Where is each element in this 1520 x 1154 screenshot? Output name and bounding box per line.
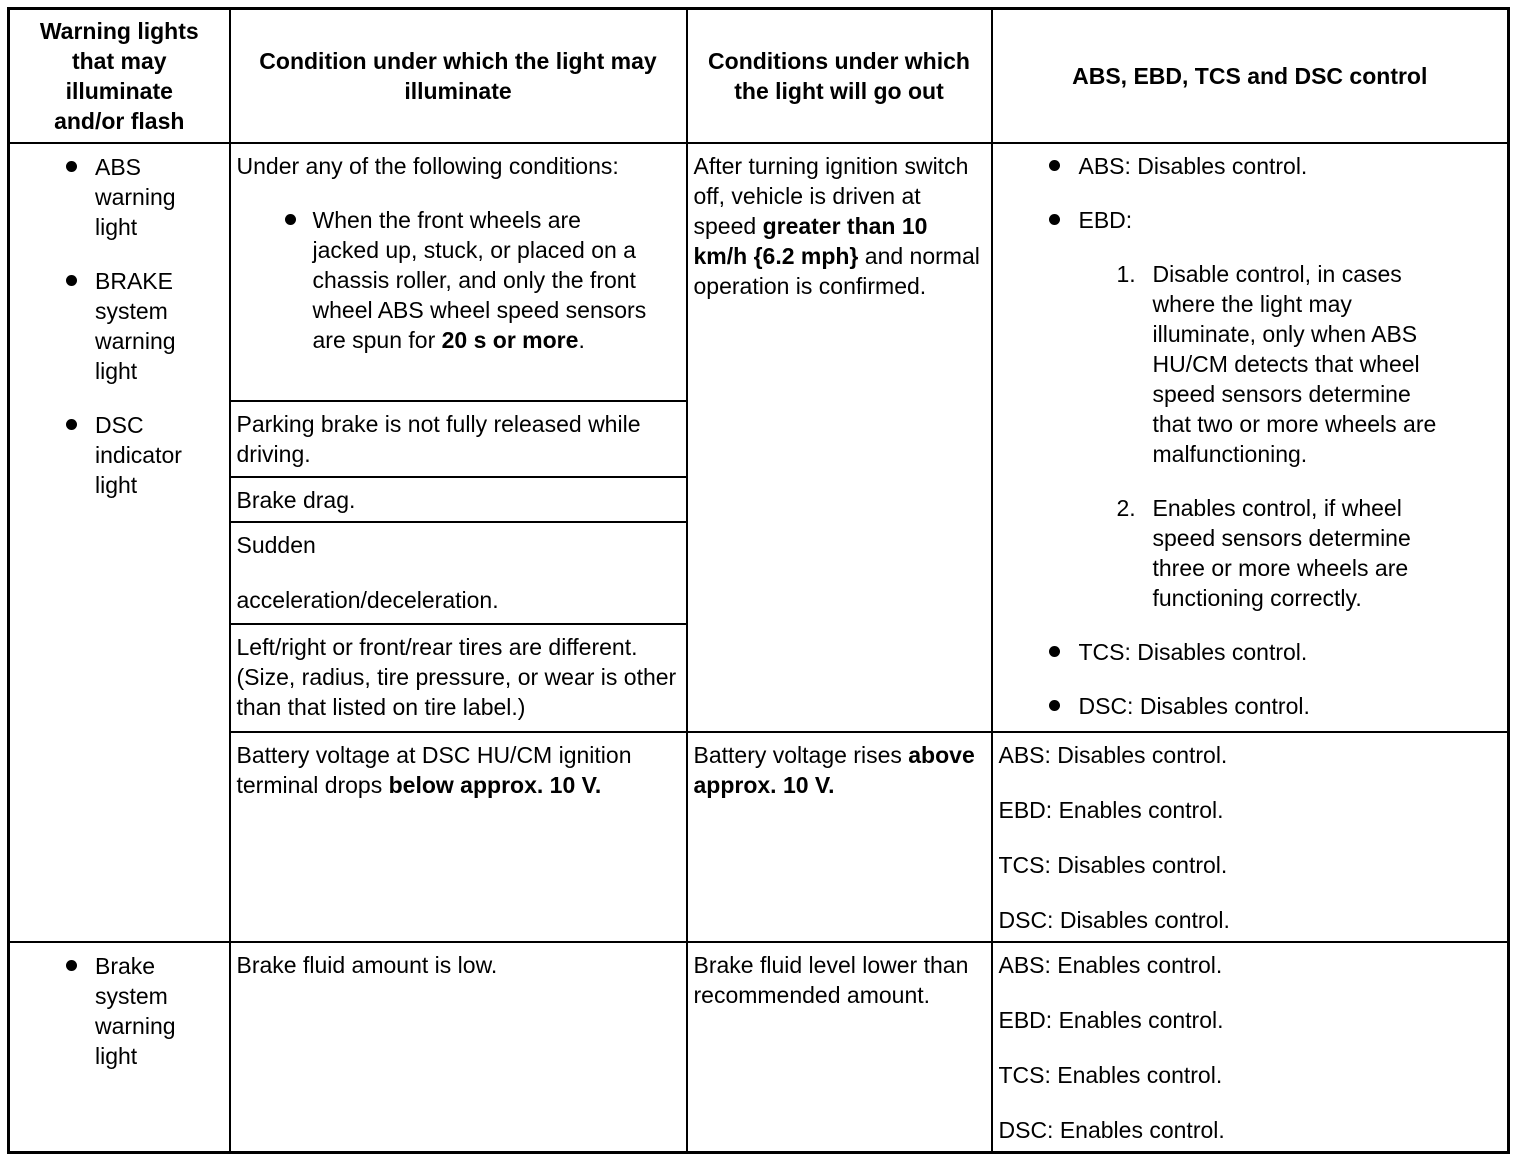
control-item: EBD: [999, 205, 1502, 235]
condition-cell: Battery voltage at DSC HU/CM ignition terminal drops below approx. 10 V. [230, 732, 687, 942]
table-row [9, 732, 1509, 942]
control-cell [992, 732, 1509, 942]
ebd-step-2: 2. Enables control, if wheel speed sensors determine three or more wheels are functioning correctly. [1116, 495, 1411, 611]
control-item: TCS: Enables control. [998, 1062, 1223, 1088]
control-item: ABS: Disables control. [999, 151, 1502, 181]
condition-off-cell: After turning ignition switch off, vehicle is driven at speed greater than 10 km/h {6.2 mph} and normal operation is confirmed. [687, 143, 992, 732]
condition-cell [230, 522, 687, 624]
condition-cell: Brake fluid amount is low. [230, 942, 687, 1153]
light-item: DSC indicator light [16, 410, 223, 500]
condition-off-cell: Battery voltage rises above approx. 10 V. [687, 732, 992, 942]
header-lights: Warning lights that may illuminate and/or flash [9, 9, 230, 144]
table-row [9, 942, 1509, 1153]
light-item: BRAKE system warning light [16, 266, 223, 386]
control-item: DSC: Disables control. [999, 691, 1502, 721]
condition-cell: Parking brake is not fully released while driving. [230, 401, 687, 477]
header-row [9, 9, 1509, 144]
condition-text: Sudden [236, 532, 316, 558]
condition-text: acceleration/deceleration. [236, 587, 499, 613]
control-item: TCS: Disables control. [998, 852, 1228, 878]
control-item: DSC: Enables control. [998, 1117, 1225, 1143]
control-cell [992, 942, 1509, 1153]
control-item: ABS: Disables control. [998, 742, 1228, 768]
table-row [9, 143, 1509, 401]
control-item: EBD: Enables control. [998, 1007, 1224, 1033]
lights-cell-group2 [9, 942, 230, 1153]
warning-light-table [7, 7, 1510, 1154]
header-control: ABS, EBD, TCS and DSC control [992, 9, 1509, 144]
control-item: ABS: Enables control. [998, 952, 1223, 978]
condition-cell: Brake drag. [230, 477, 687, 522]
condition-cell: Left/right or front/rear tires are different. (Size, radius, tire pressure, or wear is other than that listed on tire label.) [230, 624, 687, 732]
control-cell [992, 143, 1509, 732]
light-item: Brake system warning light [16, 951, 223, 1071]
condition-cell [230, 143, 687, 401]
ebd-step-1: 1. Disable control, in cases where the light may illuminate, only when ABS HU/CM detects that wheel speed sensors determine that two or more wheels are malfunctioning. [1116, 261, 1437, 467]
control-item: EBD: Enables control. [998, 797, 1224, 823]
control-item: DSC: Disables control. [998, 907, 1230, 933]
light-item: ABS warning light [16, 152, 223, 242]
condition-intro: Under any of the following conditions: [236, 153, 619, 179]
lights-cell-group1 [9, 143, 230, 942]
condition-off-cell: Brake fluid level lower than recommended amount. [687, 942, 992, 1153]
condition-bullet: When the front wheels are jacked up, stuck, or placed on a chassis roller, and only the front wheel ABS wheel speed sensors are spun for 20 s or more. [239, 205, 680, 355]
control-item: TCS: Disables control. [999, 637, 1502, 667]
header-condition-on: Condition under which the light may illuminate [230, 9, 687, 144]
header-condition-off: Conditions under which the light will go out [687, 9, 992, 144]
